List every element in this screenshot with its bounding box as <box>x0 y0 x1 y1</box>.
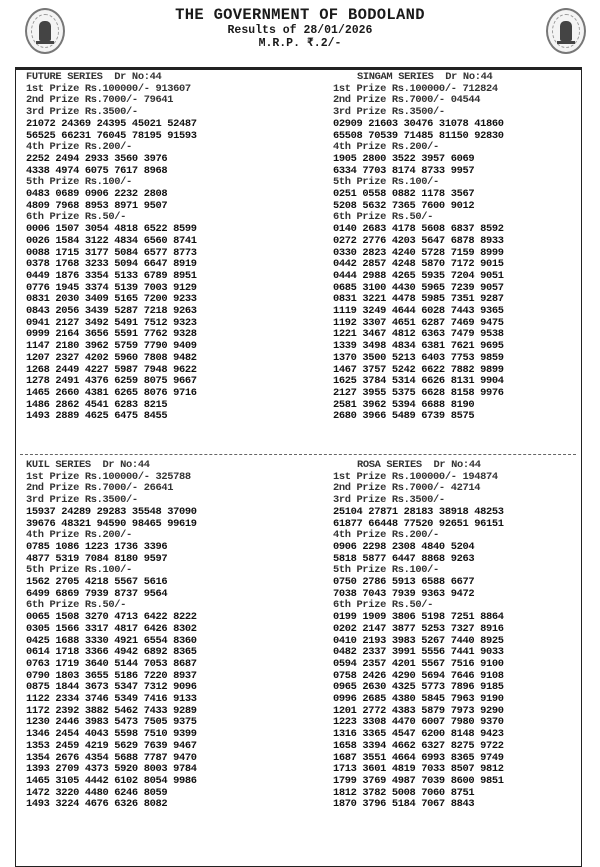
first-prize: 1st Prize Rs.100000/- 194874 <box>333 470 498 483</box>
sixth-prize-numbers: 1799 3769 4987 7039 8600 9851 <box>333 774 504 787</box>
fifth-prize-numbers: 0483 0689 0906 2232 2808 <box>26 188 168 201</box>
fifth-prize-numbers: 6499 6869 7939 8737 9564 <box>26 587 168 600</box>
first-prize: 1st Prize Rs.100000/- 913607 <box>26 82 191 95</box>
sixth-prize-numbers: 1316 3365 4547 6200 8148 9423 <box>333 728 504 741</box>
sixth-prize-numbers: 0065 1508 3270 4713 6422 8222 <box>26 611 197 624</box>
third-prize-numbers: 21072 24369 24395 45021 52487 <box>26 117 197 130</box>
sixth-prize-numbers: 1172 2392 3882 5462 7433 9289 <box>26 704 197 717</box>
series-heading: KUIL SERIES Dr No:44 <box>26 459 150 471</box>
fourth-prize-numbers: 2252 2494 2933 3560 3976 <box>26 152 168 165</box>
third-prize-numbers: 61877 66448 77520 92651 96151 <box>333 517 504 530</box>
sixth-prize-numbers: 1201 2772 4383 5879 7973 9290 <box>333 704 504 717</box>
sixth-prize-label: 6th Prize Rs.50/- <box>333 599 434 612</box>
third-prize-numbers: 65508 70539 71485 81150 92830 <box>333 129 504 142</box>
sixth-prize-numbers: 1223 3308 4470 6007 7980 9370 <box>333 716 504 729</box>
sixth-prize-numbers: 1353 2459 4219 5629 7639 9467 <box>26 739 197 752</box>
fifth-prize-numbers: 5208 5632 7365 7600 9012 <box>333 199 475 212</box>
sixth-prize-numbers: 0965 2630 4325 5773 7896 9185 <box>333 681 504 694</box>
third-prize-numbers: 39676 48321 94590 98465 99619 <box>26 517 197 530</box>
sixth-prize-numbers: 1122 2334 3746 5349 7416 9133 <box>26 693 197 706</box>
sixth-prize-numbers: 0449 1876 3354 5133 6789 8951 <box>26 269 197 282</box>
first-prize: 1st Prize Rs.100000/- 325788 <box>26 470 191 483</box>
sixth-prize-numbers: 1268 2449 4227 5987 7948 9622 <box>26 363 197 376</box>
fifth-prize-label: 5th Prize Rs.100/- <box>26 564 132 577</box>
sixth-prize-label: 6th Prize Rs.50/- <box>26 599 127 612</box>
sixth-prize-numbers: 0199 1909 3806 5198 7251 8864 <box>333 611 504 624</box>
sixth-prize-numbers: 0594 2357 4201 5567 7516 9100 <box>333 657 504 670</box>
series-singam <box>333 72 504 423</box>
sixth-prize-numbers: 0442 2857 4248 5870 7172 9015 <box>333 258 504 271</box>
sixth-prize-numbers: 0875 1844 3673 5347 7312 9096 <box>26 681 197 694</box>
sixth-prize-numbers: 1221 3467 4812 6363 7479 9538 <box>333 328 504 341</box>
sixth-prize-numbers: 1230 2446 3983 5473 7505 9375 <box>26 716 197 729</box>
section-divider <box>20 454 576 455</box>
sixth-prize-numbers: 0378 1768 3233 5094 6647 8919 <box>26 258 197 271</box>
first-prize: 1st Prize Rs.100000/- 712824 <box>333 82 498 95</box>
fifth-prize-label: 5th Prize Rs.100/- <box>333 176 439 189</box>
sixth-prize-numbers: 1393 2709 4373 5920 8003 9784 <box>26 763 197 776</box>
series-rosa <box>333 460 504 811</box>
sixth-prize-numbers: 0996 2685 4380 5845 7963 9190 <box>333 693 504 706</box>
second-prize: 2nd Prize Rs.7000/- 04544 <box>333 94 481 107</box>
sixth-prize-numbers: 1370 3500 5213 6403 7753 9859 <box>333 351 504 364</box>
sixth-prize-numbers: 1339 3498 4834 6381 7621 9695 <box>333 340 504 353</box>
sixth-prize-numbers: 0088 1715 3177 5084 6577 8773 <box>26 246 197 259</box>
sixth-prize-numbers: 0410 2193 3983 5267 7440 8925 <box>333 634 504 647</box>
sixth-prize-numbers: 0614 1718 3366 4942 6892 8365 <box>26 646 197 659</box>
sixth-prize-numbers: 1346 2454 4043 5598 7510 9399 <box>26 728 197 741</box>
third-prize-numbers: 25104 27871 28183 38918 48253 <box>333 505 504 518</box>
fourth-prize-label: 4th Prize Rs.200/- <box>333 529 439 542</box>
sixth-prize-numbers: 2581 3962 5394 6688 8190 <box>333 398 475 411</box>
sixth-prize-numbers: 1278 2491 4376 6259 8075 9667 <box>26 375 197 388</box>
third-prize-numbers: 56525 66231 76045 78195 91593 <box>26 129 197 142</box>
fourth-prize-numbers: 6334 7703 8174 8733 9957 <box>333 164 475 177</box>
series-kuil <box>26 460 197 811</box>
sixth-prize-numbers: 0763 1719 3640 5144 7053 8687 <box>26 657 197 670</box>
sixth-prize-numbers: 1687 3551 4664 6993 8365 9749 <box>333 751 504 764</box>
sixth-prize-numbers: 1147 2180 3962 5759 7790 9409 <box>26 340 197 353</box>
sixth-prize-numbers: 0202 2147 3877 5253 7327 8916 <box>333 622 504 635</box>
sixth-prize-numbers: 0831 3221 4478 5985 7351 9287 <box>333 293 504 306</box>
fourth-prize-label: 4th Prize Rs.200/- <box>26 529 132 542</box>
sixth-prize-numbers: 0941 2127 3492 5491 7512 9323 <box>26 316 197 329</box>
sixth-prize-numbers: 2680 3966 5489 6739 8575 <box>333 410 475 423</box>
sixth-prize-numbers: 1625 3784 5314 6626 8131 9904 <box>333 375 504 388</box>
sixth-prize-numbers: 0776 1945 3374 5139 7003 9129 <box>26 281 197 294</box>
third-prize-label: 3rd Prize Rs.3500/- <box>333 106 445 119</box>
sixth-prize-numbers: 0790 1803 3655 5186 7220 8937 <box>26 669 197 682</box>
sixth-prize-label: 6th Prize Rs.50/- <box>333 211 434 224</box>
third-prize-label: 3rd Prize Rs.3500/- <box>333 494 445 507</box>
third-prize-label: 3rd Prize Rs.3500/- <box>26 494 138 507</box>
fourth-prize-numbers: 0785 1086 1223 1736 3396 <box>26 540 168 553</box>
fourth-prize-numbers: 4338 4974 6075 7617 8968 <box>26 164 168 177</box>
fifth-prize-numbers: 7038 7043 7939 9363 9472 <box>333 587 475 600</box>
sixth-prize-numbers: 1493 3224 4676 6326 8082 <box>26 798 168 811</box>
document-header <box>0 6 600 50</box>
fourth-prize-numbers: 1905 2800 3522 3957 6069 <box>333 152 475 165</box>
sixth-prize-numbers: 0831 2030 3409 5165 7200 9233 <box>26 293 197 306</box>
sixth-prize-numbers: 1486 2862 4541 6283 8215 <box>26 398 168 411</box>
sixth-prize-numbers: 1870 3796 5184 7067 8843 <box>333 798 475 811</box>
series-future <box>26 72 197 423</box>
second-prize: 2nd Prize Rs.7000/- 79641 <box>26 94 174 107</box>
sixth-prize-numbers: 1465 3105 4442 6102 8054 9986 <box>26 774 197 787</box>
sixth-prize-numbers: 1713 3601 4819 7033 8507 9812 <box>333 763 504 776</box>
sixth-prize-numbers: 1465 2660 4381 6265 8076 9716 <box>26 386 197 399</box>
third-prize-numbers: 15937 24289 29283 35548 37090 <box>26 505 197 518</box>
sixth-prize-numbers: 1119 3249 4644 6028 7443 9365 <box>333 305 504 318</box>
sixth-prize-numbers: 1812 3782 5008 7060 8751 <box>333 786 475 799</box>
fifth-prize-numbers: 0750 2786 5913 6588 6677 <box>333 576 475 589</box>
fifth-prize-label: 5th Prize Rs.100/- <box>26 176 132 189</box>
sixth-prize-numbers: 0425 1688 3330 4921 6554 8360 <box>26 634 197 647</box>
sixth-prize-numbers: 0482 2337 3991 5556 7441 9033 <box>333 646 504 659</box>
sixth-prize-numbers: 0006 1507 3054 4818 6522 8599 <box>26 223 197 236</box>
sixth-prize-numbers: 0330 2823 4240 5728 7159 8999 <box>333 246 504 259</box>
fourth-prize-label: 4th Prize Rs.200/- <box>26 141 132 154</box>
sixth-prize-numbers: 1207 2327 4202 5960 7808 9482 <box>26 351 197 364</box>
fourth-prize-numbers: 5818 5877 6447 8868 9263 <box>333 552 475 565</box>
sixth-prize-numbers: 0444 2988 4265 5935 7204 9051 <box>333 269 504 282</box>
series-heading: ROSA SERIES Dr No:44 <box>357 459 481 471</box>
second-prize: 2nd Prize Rs.7000/- 42714 <box>333 482 481 495</box>
fourth-prize-label: 4th Prize Rs.200/- <box>333 141 439 154</box>
document-title: THE GOVERNMENT OF BODOLAND <box>175 6 425 24</box>
sixth-prize-numbers: 1192 3307 4651 6287 7469 9475 <box>333 316 504 329</box>
sixth-prize-numbers: 1467 3757 5242 6622 7882 9899 <box>333 363 504 376</box>
sixth-prize-numbers: 0685 3100 4430 5965 7239 9057 <box>333 281 504 294</box>
sixth-prize-numbers: 0272 2776 4203 5647 6878 8933 <box>333 234 504 247</box>
sixth-prize-numbers: 1658 3394 4662 6327 8275 9722 <box>333 739 504 752</box>
sixth-prize-numbers: 0140 2683 4178 5608 6837 8592 <box>333 223 504 236</box>
sixth-prize-numbers: 1472 3220 4480 6246 8059 <box>26 786 168 799</box>
sixth-prize-numbers: 2127 3955 5375 6628 8158 9976 <box>333 386 504 399</box>
fifth-prize-label: 5th Prize Rs.100/- <box>333 564 439 577</box>
fourth-prize-numbers: 4877 5319 7084 8180 9597 <box>26 552 168 565</box>
fourth-prize-numbers: 0906 2298 2308 4840 5204 <box>333 540 475 553</box>
sixth-prize-numbers: 0758 2426 4290 5694 7646 9108 <box>333 669 504 682</box>
sixth-prize-numbers: 0026 1584 3122 4834 6560 8741 <box>26 234 197 247</box>
sixth-prize-label: 6th Prize Rs.50/- <box>26 211 127 224</box>
results-date: Results of 28/01/2026 <box>227 24 373 37</box>
third-prize-label: 3rd Prize Rs.3500/- <box>26 106 138 119</box>
sixth-prize-numbers: 1354 2676 4354 5688 7787 9470 <box>26 751 197 764</box>
sixth-prize-numbers: 1493 2889 4625 6475 8455 <box>26 410 168 423</box>
third-prize-numbers: 02909 21603 30476 31078 41860 <box>333 117 504 130</box>
second-prize: 2nd Prize Rs.7000/- 26641 <box>26 482 174 495</box>
fifth-prize-numbers: 1562 2705 4218 5567 5616 <box>26 576 168 589</box>
mrp-price: M.R.P. ₹.2/- <box>258 37 342 50</box>
fifth-prize-numbers: 0251 0558 0882 1178 3567 <box>333 188 475 201</box>
fifth-prize-numbers: 4809 7968 8953 8971 9507 <box>26 199 168 212</box>
sixth-prize-numbers: 0999 2164 3656 5591 7762 9328 <box>26 328 197 341</box>
sixth-prize-numbers: 0843 2056 3439 5287 7218 9263 <box>26 305 197 318</box>
series-heading: FUTURE SERIES Dr No:44 <box>26 71 162 83</box>
series-heading: SINGAM SERIES Dr No:44 <box>357 71 493 83</box>
sixth-prize-numbers: 0305 1566 3317 4817 6426 8302 <box>26 622 197 635</box>
